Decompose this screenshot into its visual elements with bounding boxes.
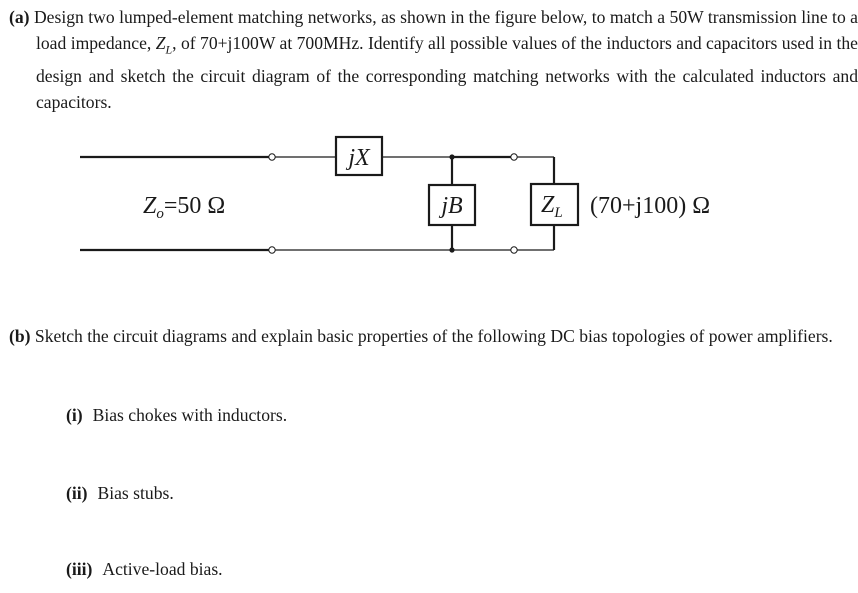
junction-top — [449, 154, 454, 159]
load-impedance-symbol: Z — [155, 33, 166, 53]
load-terminal-top — [511, 154, 517, 160]
junction-bottom — [449, 247, 454, 252]
jx-label: jX — [348, 145, 370, 171]
input-terminal-bottom — [269, 247, 275, 253]
question-a-text-2: , of 70+j100W at 700MHz. Identify all possible values of the inductors and capacitors used in the design and sketch the circuit diagram of the corresponding matching networks with the calculated inductors and capacitors. — [36, 33, 858, 112]
question-b-text: Sketch the circuit diagrams and explain basic properties of the following DC bias topologies of power amplifiers. — [34, 326, 833, 346]
question-b-label: (b) — [9, 326, 31, 346]
sub-item-i-text: Bias chokes with inductors. — [92, 405, 288, 425]
sub-item-ii-label: (ii) — [66, 483, 88, 503]
jb-label: jB — [441, 193, 463, 219]
input-terminal-top — [269, 154, 275, 160]
question-a-text-1: Design two lumped-element matching networks, as shown in the figure below, to match a 50W transmission line to a load impedance, — [33, 7, 858, 53]
zl-label: $Z_L$ — [541, 192, 563, 221]
sub-item-i — [66, 403, 287, 427]
sub-item-ii — [66, 481, 174, 505]
sub-item-iii-label: (iii) — [66, 559, 93, 579]
sub-item-i-label: (i) — [66, 405, 83, 425]
question-b — [9, 323, 858, 349]
question-a-label: (a) — [9, 7, 30, 27]
load-value-label: (70+j100) Ω — [590, 193, 711, 219]
sub-item-ii-text: Bias stubs. — [97, 483, 174, 503]
sub-item-iii — [66, 557, 223, 581]
sub-item-iii-text: Active-load bias. — [102, 559, 223, 579]
load-terminal-bottom — [511, 247, 517, 253]
load-impedance-subscript: L — [165, 42, 173, 57]
z0-label: $Z_o=50$ Ω — [143, 193, 226, 222]
